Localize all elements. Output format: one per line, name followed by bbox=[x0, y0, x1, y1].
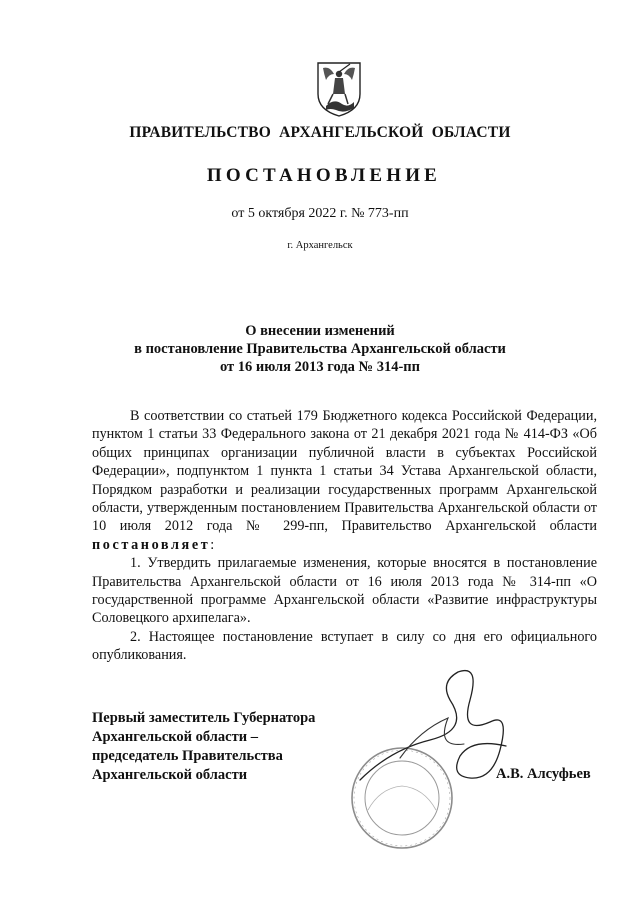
preamble-colon: : bbox=[210, 536, 215, 553]
document-subject bbox=[0, 322, 640, 376]
government-name: ПРАВИТЕЛЬСТВО АРХАНГЕЛЬСКОЙ ОБЛАСТИ bbox=[129, 124, 511, 141]
signer-name: А.В. Алсуфьев bbox=[496, 766, 591, 782]
document-city: г. Архангельск bbox=[287, 240, 353, 251]
body-paragraph bbox=[92, 407, 597, 554]
document-body bbox=[92, 407, 597, 665]
signer-title-line: Архангельской области bbox=[92, 767, 248, 783]
document-date-number: от 5 октября 2022 г. № 773-пп bbox=[231, 206, 409, 221]
signer-title-line: Первый заместитель Губернатора bbox=[92, 710, 316, 726]
subject-line: от 16 июля 2013 года № 314-пп bbox=[220, 359, 420, 375]
signer-title bbox=[92, 709, 315, 785]
preamble-text: В соответствии со статьей 179 Бюджетного кодекса Российской Федерации, пунктом 1 статьи 33 Федерального закона от 21 декабря 2021 года № 414-ФЗ «Об общих принципах организации публичной власти в субъектах Российской Федерации», подпунктом 1 пункта 1 статьи 34 Устава Архангельской области, Порядком разработки и реализации государственных программ Архангельской области, утвержденным постановлением Правительства Архангельской области от 10 июля 2012 года № 299-пп, Правительство Архангельской области bbox=[92, 408, 597, 535]
subject-line: О внесении изменений bbox=[245, 323, 395, 339]
official-stamp bbox=[352, 748, 452, 848]
signer-title-line: Архангельской области – bbox=[92, 729, 258, 745]
decides-word: постановляет bbox=[92, 536, 211, 553]
body-paragraph: 2. Настоящее постановление вступает в силу со дня его официального опубликования. bbox=[92, 628, 597, 664]
signer-title-line: председатель Правительства bbox=[92, 748, 283, 764]
body-paragraph: 1. Утвердить прилагаемые изменения, которые вносятся в постановление Правительства Архангельской области от 16 июля 2013 года № 314-пп «О государственной программе Архангельской области «Развитие инфраструктуры Соловецкого архипелага». bbox=[92, 555, 597, 627]
document-type: ПОСТАНОВЛЕНИЕ bbox=[206, 165, 442, 186]
signature-stroke bbox=[360, 671, 506, 780]
subject-line: в постановление Правительства Архангельской области bbox=[134, 341, 506, 357]
coat-of-arms-icon bbox=[314, 60, 364, 118]
